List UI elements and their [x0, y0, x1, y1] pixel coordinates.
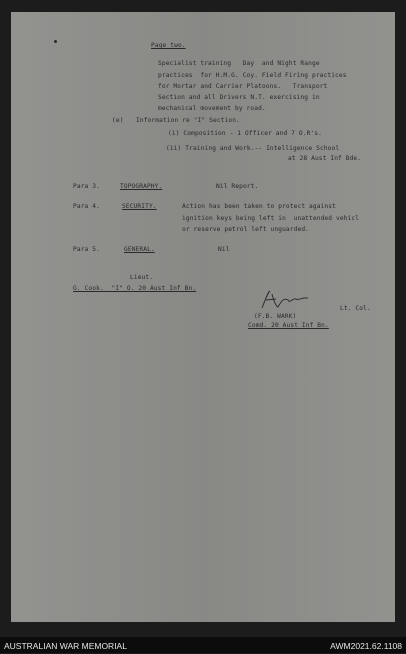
item-e-text: Information re "I" Section. — [136, 117, 240, 124]
footer-bar — [0, 637, 406, 653]
para3-text: Nil Report. — [216, 183, 259, 190]
punch-hole-mark — [54, 40, 57, 43]
para5-text: Nil — [218, 246, 230, 253]
para5-label: Para 5. — [73, 246, 100, 253]
document-page — [11, 12, 395, 622]
training-line-1: Specialist training Day and Night Range — [158, 60, 320, 67]
left-signature-line: G. Cook. "I" O. 20 Aust Inf Bn. — [73, 285, 197, 292]
para4-label: Para 4. — [73, 203, 100, 210]
right-signature-line: Comd. 20 Aust Inf Bn. — [248, 322, 329, 329]
left-rank: Lieut. — [130, 274, 154, 281]
para4-line2: ignition keys being left in unattended vehicl — [182, 215, 360, 222]
item-e-label: (e) — [112, 117, 124, 124]
item-ii-line2: at 28 Aust Inf Bde. — [288, 155, 362, 162]
footer-right-text: AWM2021.62.1108 — [330, 641, 402, 651]
para4-line3: or reserve petrol left unguarded. — [182, 226, 310, 233]
footer-left-text: AUSTRALIAN WAR MEMORIAL — [4, 641, 127, 651]
training-line-3: for Mortar and Carrier Platoons. Transport — [158, 83, 328, 90]
page-heading: Page two. — [151, 42, 186, 49]
para3-label: Para 3. — [73, 183, 100, 190]
training-line-2: practices for H.M.G. Coy. Field Firing practices — [158, 72, 347, 79]
training-line-5: mechanical movement by road. — [158, 105, 266, 112]
para3-title: TOPOGRAPHY. — [120, 183, 163, 190]
training-line-4: Section and all Drivers N.T. exercising in — [158, 94, 320, 101]
item-ii-line1: (ii) Training and Work.-- Intelligence School — [166, 145, 340, 152]
right-name: (F.B. WARK) — [254, 313, 297, 320]
para5-title: GENERAL. — [124, 246, 155, 253]
handwritten-signature — [258, 288, 318, 312]
para4-title: SECURITY. — [122, 203, 157, 210]
para4-line1: Action has been taken to protect against — [182, 203, 336, 210]
item-i: (i) Composition - 1 Officer and 7 O.R's. — [168, 130, 322, 137]
right-rank: Lt. Col. — [340, 305, 371, 312]
